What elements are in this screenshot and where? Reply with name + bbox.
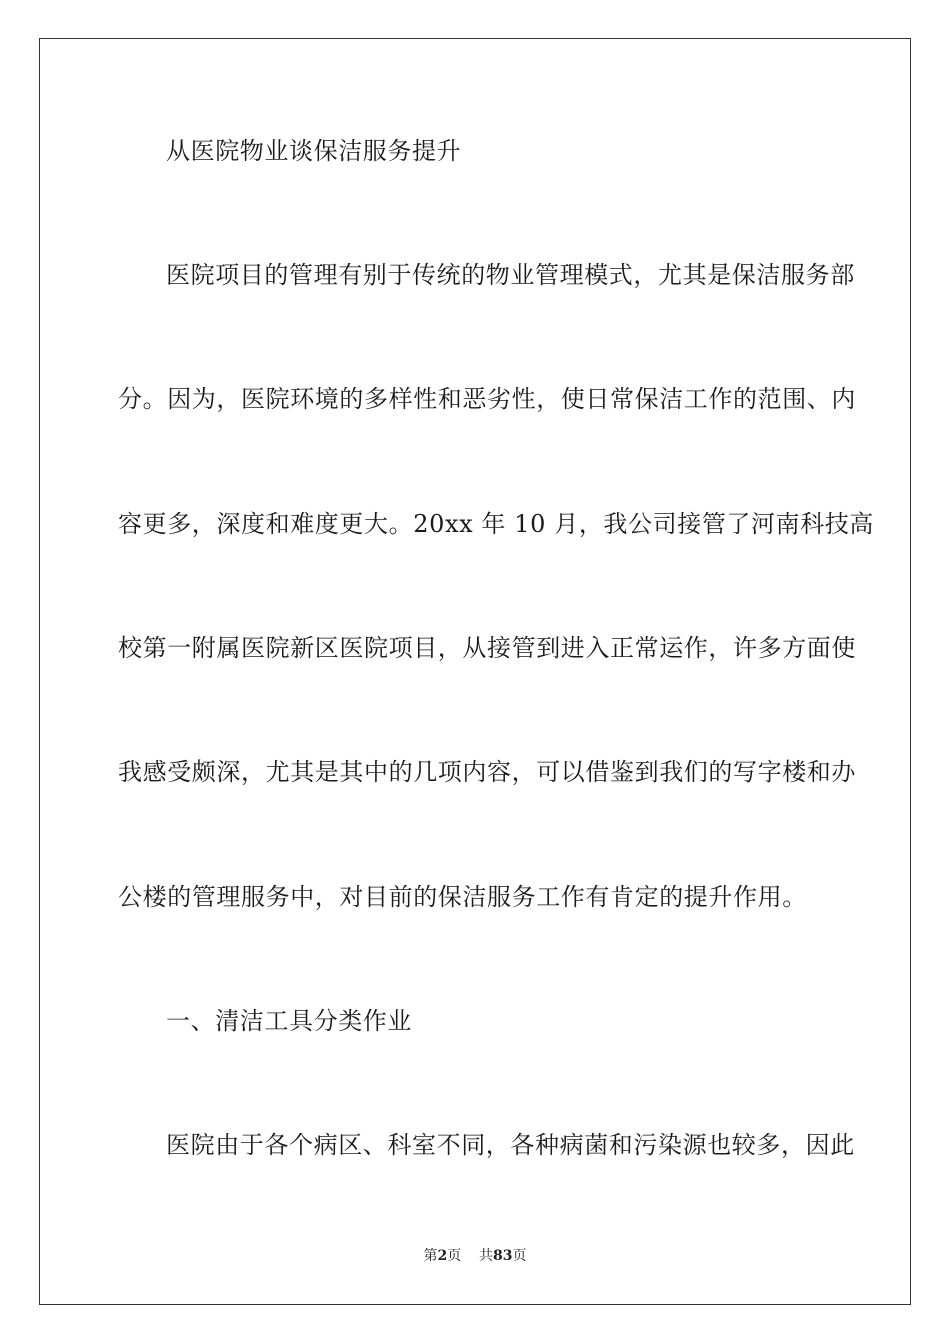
total-pages: 83 (493, 1248, 513, 1264)
paragraph-line: 医院项目的管理有别于传统的物业管理模式，尤其是保洁服务部 (166, 261, 855, 289)
document-title: 从医院物业谈保洁服务提升 (166, 137, 462, 165)
total-suffix: 页 (512, 1248, 527, 1264)
paragraph-line: 医院由于各个病区、科室不同，各种病菌和污染源也较多，因此 (166, 1131, 855, 1159)
paragraph-line: 我感受颇深，尤其是其中的几项内容，可以借鉴到我们的写字楼和办 (118, 758, 856, 786)
page-frame (39, 38, 911, 1305)
page-number: 2 (437, 1248, 448, 1264)
page-suffix: 页 (447, 1248, 462, 1264)
page-prefix: 第 (423, 1248, 438, 1264)
total-prefix: 共 (479, 1248, 494, 1264)
paragraph-line: 公楼的管理服务中，对目前的保洁服务工作有肯定的提升作用。 (118, 883, 807, 911)
paragraph-line: 分。因为，医院环境的多样性和恶劣性，使日常保洁工作的范围、内 (118, 385, 856, 413)
page-footer (0, 1247, 950, 1265)
paragraph-line: 容更多，深度和难度更大。20xx 年 10 月，我公司接管了河南科技高 (118, 510, 875, 538)
section-heading: 一、清洁工具分类作业 (166, 1007, 412, 1035)
paragraph-line: 校第一附属医院新区医院项目，从接管到进入正常运作，许多方面使 (118, 634, 856, 662)
